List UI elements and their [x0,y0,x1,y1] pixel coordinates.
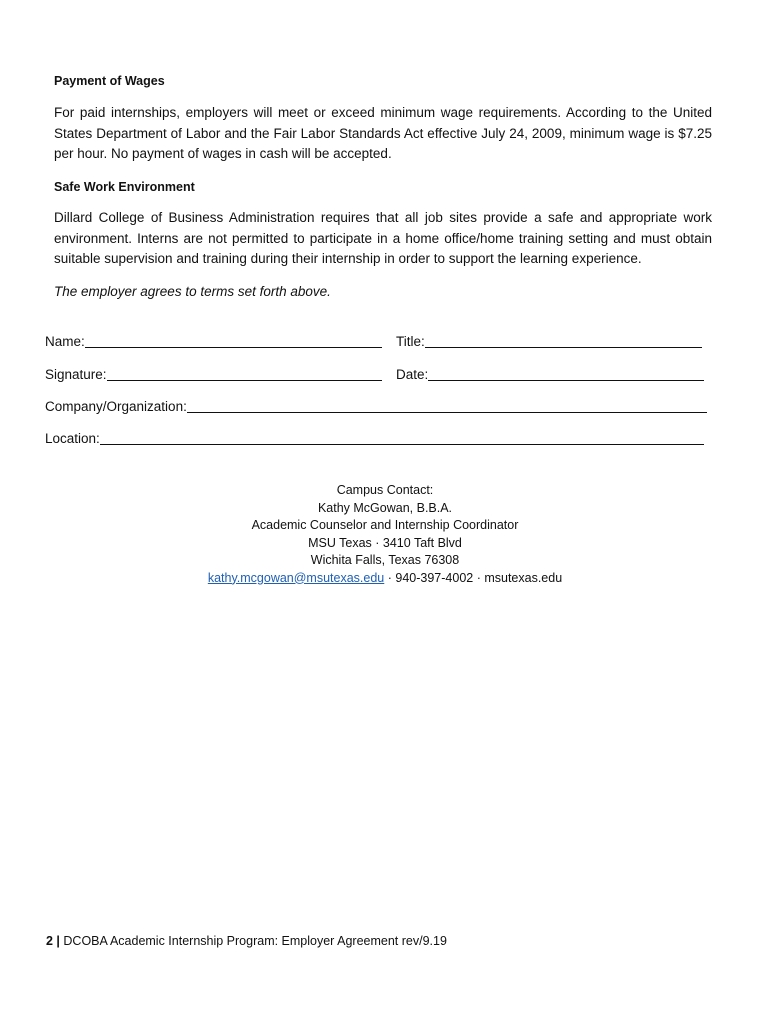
date-label: Date: [396,367,429,382]
footer-text: DCOBA Academic Internship Program: Employer Agreement rev/9.19 [63,934,447,948]
title-line[interactable] [425,333,702,348]
contact-phone-web: · 940-397-4002 · msutexas.edu [384,570,563,585]
contact-email-line [0,570,770,588]
contact-heading: Campus Contact: [336,483,434,497]
safety-paragraph: Dillard College of Business Administration requires that all job sites provide a safe and appropriate work environment. Interns are not permitted to participate in a home office/home training setting and must obtain suitable supervision and training during their internship in order to support the learning experience. [54,210,712,266]
signature-line[interactable] [107,366,382,381]
name-field[interactable] [45,333,382,349]
contact-address-street: MSU Texas · 3410 Taft Blvd [308,535,462,550]
page-footer [46,934,447,948]
location-field[interactable] [45,430,704,446]
agreement-statement: The employer agrees to terms set forth above. [54,284,331,299]
date-line[interactable] [428,366,704,381]
contact-email-link[interactable]: kathy.mcgowan@msutexas.edu [207,570,385,585]
footer-separator: | [52,934,64,948]
contact-name: Kathy McGowan, B.B.A. [317,500,453,515]
contact-role: Academic Counselor and Internship Coordinator [251,518,519,532]
name-label: Name: [45,334,85,349]
contact-address-city: Wichita Falls, Texas 76308 [310,553,460,567]
page-number: 2 [46,934,53,948]
company-line[interactable] [187,398,707,413]
section-heading-wages: Payment of Wages [54,74,165,88]
name-line[interactable] [85,333,382,348]
company-field[interactable] [45,398,707,414]
company-label: Company/Organization: [45,399,187,414]
signature-field[interactable] [45,366,382,382]
signature-label: Signature: [45,367,107,382]
location-line[interactable] [100,430,704,445]
title-field[interactable] [396,333,702,349]
location-label: Location: [45,431,100,446]
section-heading-safety: Safe Work Environment [54,180,195,194]
title-label: Title: [396,334,425,349]
date-field[interactable] [396,366,704,382]
campus-contact-block [0,482,770,587]
wages-paragraph: For paid internships, employers will meet or exceed minimum wage requirements. According to the United States Department of Labor and the Fair Labor Standards Act effective July 24, 2009, minimum wage is $7.25 per hour. No payment of wages in cash will be accepted. [54,105,712,161]
